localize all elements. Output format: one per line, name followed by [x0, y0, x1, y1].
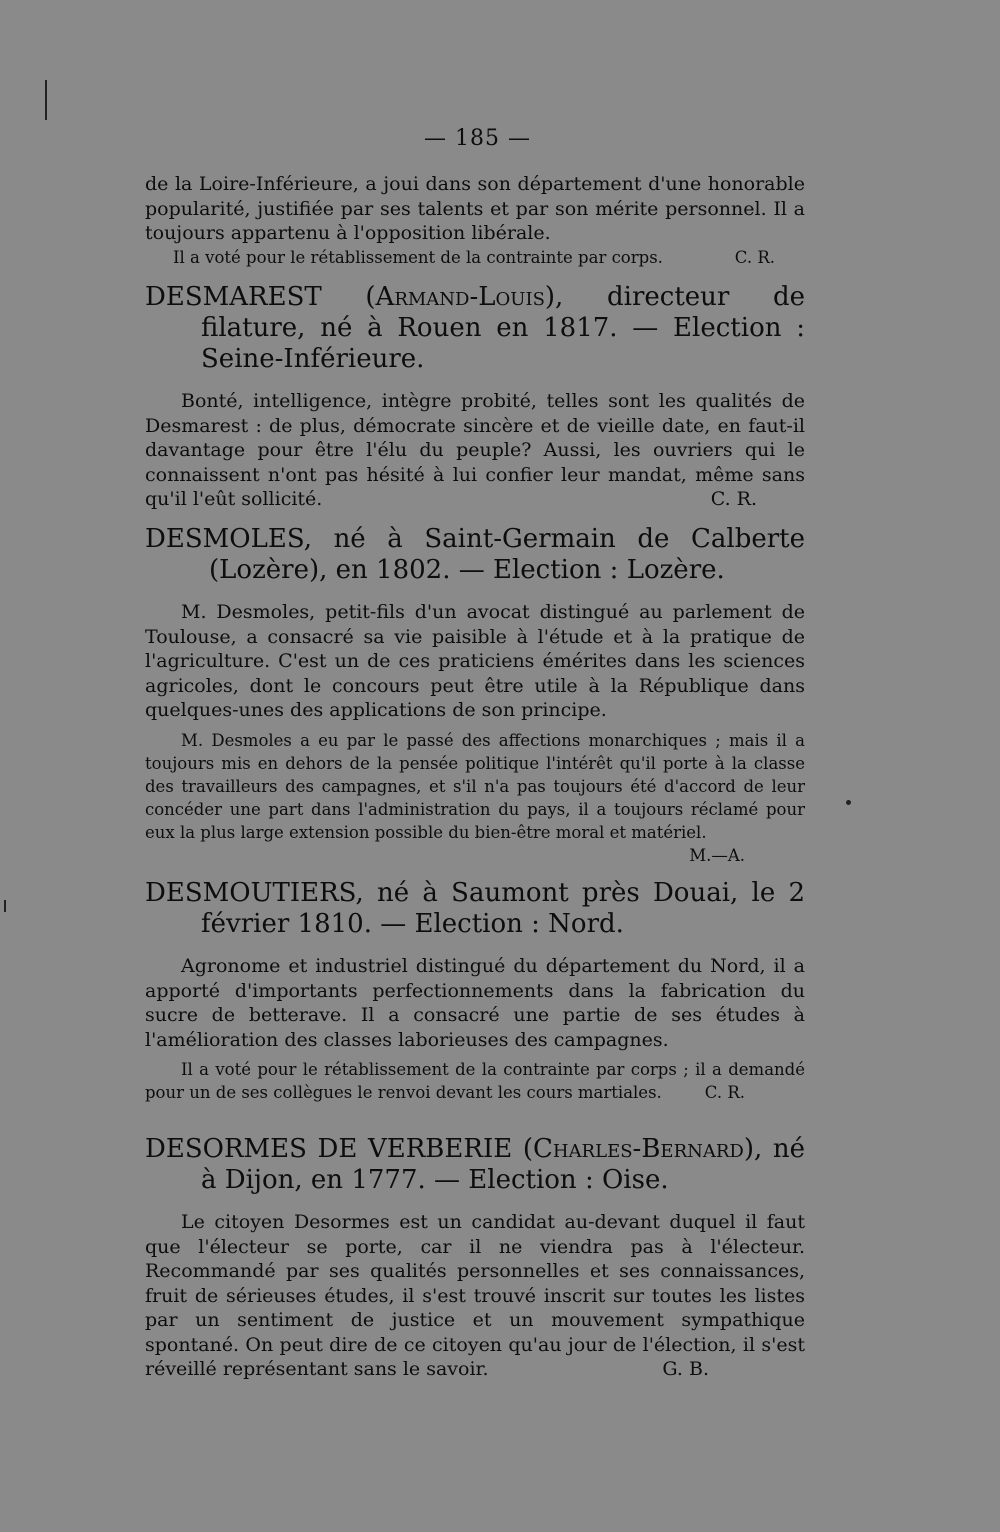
entry-signature: G. B.	[662, 1358, 709, 1380]
entry-body-text: Agronome et industriel distingué du département du Nord, il a apporté d'importants perfectionnements dans la fabrication du sucre de betterave. Il a consacré une partie de ses études à l'amélioration des classes laborieuses des campagnes.	[145, 955, 805, 1051]
entry-heading-details: directeur de filature, né à Rouen en 1817. — Election : Seine-Inférieure.	[201, 282, 806, 374]
entry-desormes-de-verberie	[145, 1134, 805, 1382]
entry-heading-details: né à Saint-Germain de Calberte (Lozère), en 1802. — Election : Lozère.	[209, 524, 805, 585]
entry-surname: DESORMES DE VERBERIE	[145, 1134, 513, 1164]
entry-given-names: (Armand-Louis),	[365, 282, 564, 312]
entry-body	[145, 389, 805, 512]
intro-note	[145, 246, 805, 269]
scan-artifact	[846, 800, 851, 805]
scan-artifact	[45, 80, 47, 120]
entry-desmoles	[145, 524, 805, 867]
entry-desmoutiers	[145, 878, 805, 1104]
intro-section	[145, 172, 805, 269]
entry-heading-details: né à Saumont près Douai, le 2 février 1810. — Election : Nord.	[201, 878, 805, 939]
entry-note-text: M. Desmoles a eu par le passé des affections monarchiques ; mais il a toujours mis en dehors de la pensée politique l'intérêt qu'il porte à la classe des travailleurs des campagnes, et s'il n'a pas toujours été d'accord de leur concéder une part dans l'administration du pays, il a toujours réclamé pour eux la plus large extension possible du bien-être moral et matériel.	[145, 730, 805, 842]
entry-surname: DESMOUTIERS,	[145, 878, 364, 908]
document-page	[145, 0, 810, 1532]
intro-note-text: Il a voté pour le rétablissement de la contrainte par corps.	[173, 247, 663, 267]
entry-surname: DESMOLES,	[145, 524, 312, 554]
scan-artifact	[4, 900, 6, 912]
page-number: — 185 —	[424, 126, 531, 151]
entry-note	[145, 729, 805, 867]
entry-heading	[145, 524, 805, 586]
entry-surname: DESMAREST	[145, 282, 322, 312]
entry-note-signature: M.—A.	[689, 845, 745, 865]
entry-heading	[145, 878, 805, 940]
entry-note-text: Il a voté pour le rétablissement de la contrainte par corps ; il a demandé pour un de ses collègues le renvoi devant les cours martiales.	[145, 1060, 805, 1102]
entry-heading	[145, 282, 805, 375]
entry-note-signature: C. R.	[704, 1083, 745, 1102]
entry-signature: C. R.	[710, 488, 757, 510]
entry-body-text: Le citoyen Desormes est un candidat au-devant duquel il faut que l'électeur se porte, car il ne viendra pas à l'électeur. Recommandé par ses qualités personnelles et ses connaissances, fruit de sérieuses études, il s'est trouvé inscrit sur toutes les listes par un sentiment de justice et un mouvement sympathique spontané. On peut dire de ce citoyen qu'au jour de l'élection, il s'est réveillé représentant sans le savoir.	[145, 1211, 805, 1380]
entry-note	[145, 1058, 805, 1104]
entry-body-text: Bonté, intelligence, intègre probité, telles sont les qualités de Desmarest : de plus, démocrate sincère et de vieille date, en faut-il davantage pour être l'élu du peuple? Aussi, les ouvriers qui le connaissent n'ont pas hésité à lui confier leur mandat, même sans qu'il l'eût sollicité.	[145, 390, 805, 510]
intro-note-signature: C. R.	[734, 247, 775, 267]
entry-desmarest	[145, 282, 805, 512]
entry-body	[145, 1210, 805, 1382]
entry-body-text: M. Desmoles, petit-fils d'un avocat distingué au parlement de Toulouse, a consacré sa vie paisible à l'étude et à la pratique de l'agriculture. C'est un de ces praticiens émérites dans les sciences agricoles, dont le concours peut être utile à la République dans quelques-unes des applications de son principe.	[145, 601, 805, 721]
entry-heading-details: né à Dijon, en 1777. — Election : Oise.	[201, 1134, 806, 1195]
intro-text: de la Loire-Inférieure, a joui dans son département d'une honorable popularité, justifiée par ses talents et par son mérite personnel. Il a toujours appartenu à l'opposition libérale.	[145, 173, 805, 244]
entry-given-names: (Charles-Bernard),	[522, 1134, 763, 1164]
entry-heading	[145, 1134, 805, 1196]
